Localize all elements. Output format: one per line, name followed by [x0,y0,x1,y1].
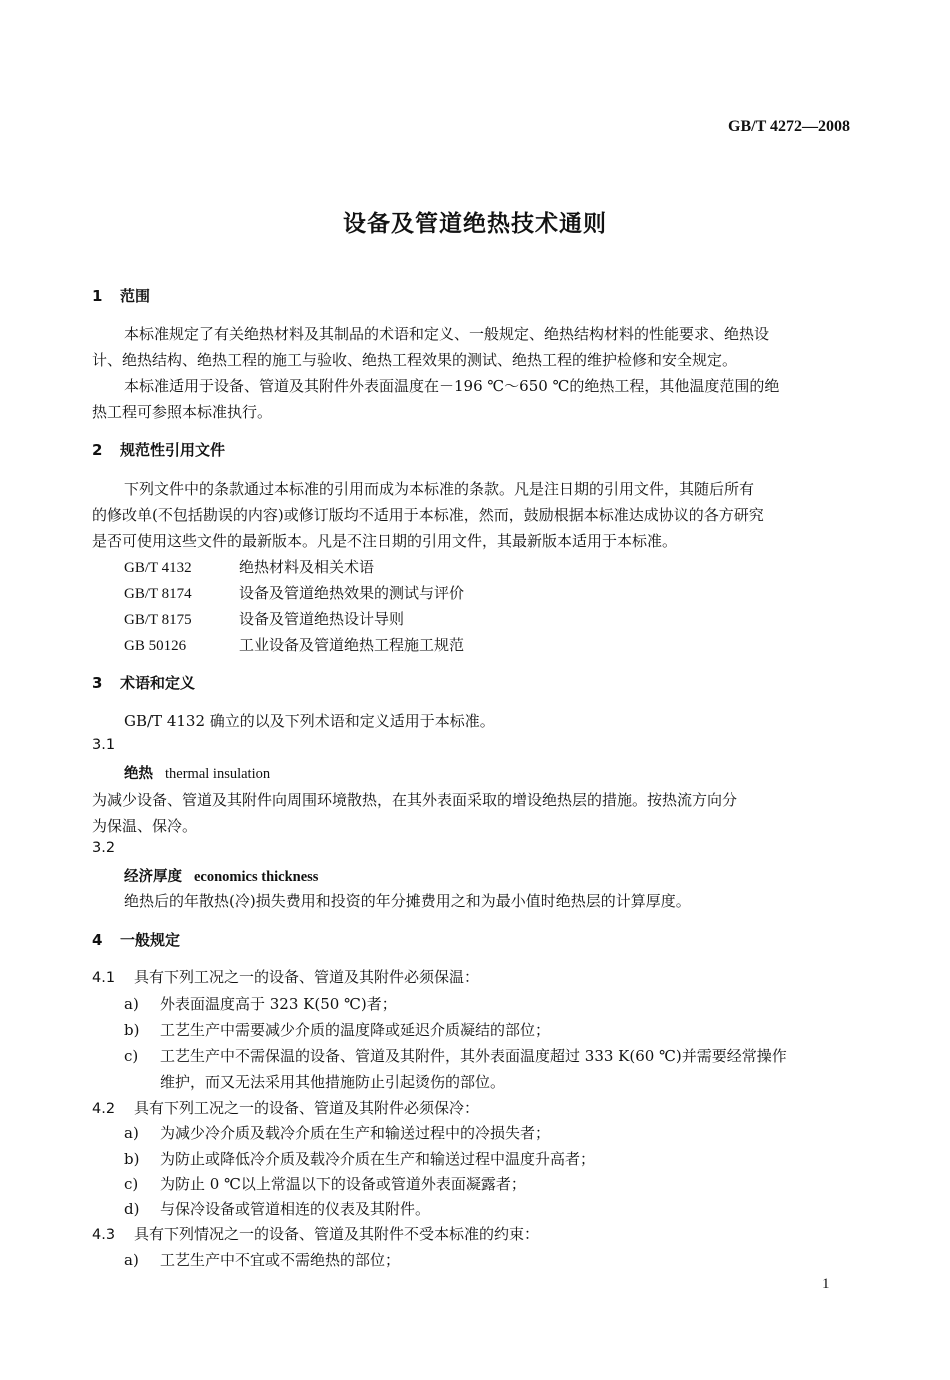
definition-line: 绝热后的年散热(冷)损失费用和投资的年分摊费用之和为最小值时绝热层的计算厚度。 [124,892,691,910]
clause-4-3 [92,1223,539,1244]
list-item [124,1148,595,1169]
clause-number: 4.2 [92,1101,116,1117]
section-2-heading [92,439,225,460]
list-item [124,1045,787,1066]
clause-4-1 [92,966,479,987]
list-text: 工艺生产中不宜或不需绝热的部位； [160,1251,401,1269]
term-chinese: 绝热 [124,766,153,782]
paragraph-line: 本标准适用于设备、管道及其附件外表面温度在－196 ℃～650 ℃的绝热工程，其他温度范围的绝 [124,377,780,395]
reference-code: GB 50126 [124,638,187,654]
page-number: 1 [822,1276,830,1292]
list-label: b) [124,1021,140,1039]
list-text-continued: 维护，而又无法采用其他措施防止引起烫伤的部位。 [160,1073,506,1091]
list-text: 工艺生产中需要减少介质的温度降或延迟介质凝结的部位； [160,1021,551,1039]
list-text: 为防止或降低冷介质及载冷介质在生产和输送过程中温度升高者； [160,1150,596,1168]
list-item [124,1122,550,1143]
definition-line: 为减少设备、管道及其附件向周围环境散热，在其外表面采取的增设绝热层的措施。按热流方向分 [92,791,738,809]
term-entry [124,865,318,886]
paragraph-line: 本标准规定了有关绝热材料及其制品的术语和定义、一般规定、绝热结构材料的性能要求、绝热设 [124,325,770,343]
list-item [124,1019,550,1040]
term-number: 3.2 [92,840,116,856]
section-number: 1 [92,287,103,305]
clause-number: 4.1 [92,970,116,986]
section-number: 4 [92,931,103,949]
list-text: 为防止 0 ℃以上常温以下的设备或管道外表面凝露者； [160,1175,526,1193]
list-item [124,1173,526,1194]
section-number: 2 [92,441,103,459]
paragraph-line: GB/T 4132 确立的以及下列术语和定义适用于本标准。 [124,712,495,730]
clause-4-2 [92,1097,479,1118]
reference-title: 绝热材料及相关术语 [239,558,375,576]
list-item [124,993,397,1014]
document-title: 设备及管道绝热技术通则 [343,211,607,237]
section-title: 规范性引用文件 [120,441,226,459]
reference-code: GB/T 4132 [124,560,192,576]
section-title: 一般规定 [120,931,181,949]
section-number: 3 [92,674,103,692]
list-label: a) [124,1124,139,1142]
clause-text: 具有下列工况之一的设备、管道及其附件必须保冷： [134,1099,480,1117]
reference-title: 设备及管道绝热设计导则 [239,610,405,628]
reference-item [124,556,374,577]
paragraph-line: 下列文件中的条款通过本标准的引用而成为本标准的条款。凡是注日期的引用文件，其随后所有 [124,480,755,498]
paragraph-line: 热工程可参照本标准执行。 [92,403,273,421]
reference-title: 工业设备及管道绝热工程施工规范 [239,636,465,654]
paragraph-line: 是否可使用这些文件的最新版本。凡是不注日期的引用文件，其最新版本适用于本标准。 [92,532,678,550]
list-text: 工艺生产中不需保温的设备、管道及其附件，其外表面温度超过 333 K(60 ℃)并需要经常操作 [160,1047,787,1065]
list-label: a) [124,1251,139,1269]
list-label: c) [124,1047,139,1065]
reference-item [124,608,404,629]
term-english: economics thickness [194,869,319,885]
list-text: 为减少冷介质及载冷介质在生产和输送过程中的冷损失者； [160,1124,551,1142]
list-text: 与保冷设备或管道相连的仪表及其附件。 [160,1200,431,1218]
paragraph-line: 计、绝热结构、绝热工程的施工与验收、绝热工程效果的测试、绝热工程的维护检修和安全规定。 [92,351,738,369]
reference-item [124,634,464,655]
list-text: 外表面温度高于 323 K(50 ℃)者； [160,995,397,1013]
section-4-heading [92,929,180,950]
standard-number: GB/T 4272—2008 [728,118,850,135]
reference-item [124,582,464,603]
list-label: c) [124,1175,139,1193]
list-item [124,1249,400,1270]
term-entry [124,762,270,783]
paragraph-line: 的修改单(不包括勘误的内容)或修订版均不适用于本标准，然而，鼓励根据本标准达成协议的各方研究 [92,506,764,524]
list-label: b) [124,1150,140,1168]
reference-code: GB/T 8175 [124,612,192,628]
reference-title: 设备及管道绝热效果的测试与评价 [239,584,465,602]
list-label: d) [124,1200,140,1218]
section-3-heading [92,672,195,693]
clause-number: 4.3 [92,1227,116,1243]
clause-text: 具有下列情况之一的设备、管道及其附件不受本标准的约束： [134,1225,540,1243]
definition-line: 为保温、保冷。 [92,817,198,835]
clause-text: 具有下列工况之一的设备、管道及其附件必须保温： [134,968,480,986]
list-item [124,1198,430,1219]
reference-code: GB/T 8174 [124,586,192,602]
section-title: 范围 [120,287,151,305]
section-title: 术语和定义 [120,674,196,692]
term-number: 3.1 [92,737,116,753]
list-label: a) [124,995,139,1013]
section-1-heading [92,285,150,306]
term-english: thermal insulation [165,766,271,782]
term-chinese: 经济厚度 [124,869,182,885]
